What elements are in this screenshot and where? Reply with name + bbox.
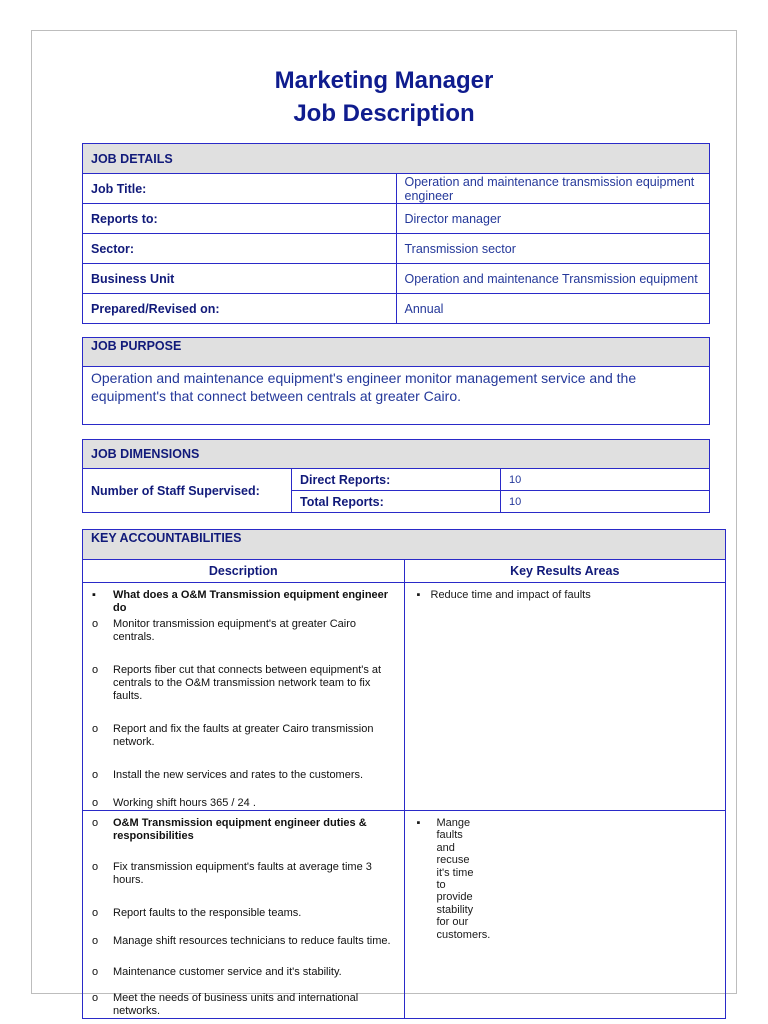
job-purpose-text: Operation and maintenance equipment's engineer monitor management service and the equipment's that connect between centrals at greater Cairo. [83, 367, 710, 425]
section1-kra [404, 583, 726, 811]
job-dimensions-table [82, 439, 710, 513]
bullet-circle-icon: o [92, 935, 99, 947]
kra-item [411, 589, 720, 602]
job-details-table [82, 143, 710, 324]
bullet-circle-icon: o [92, 769, 99, 781]
table-row [83, 294, 710, 324]
list-item-text: Meet the needs of business units and international networks. [113, 992, 359, 1017]
kra-column-header: Key Results Areas [404, 560, 726, 583]
document-page [31, 30, 737, 1017]
bullet-circle-icon: o [92, 817, 99, 829]
bullet-square-icon: ▪ [416, 589, 421, 601]
section1-heading: What does a O&M Transmission equipment engineer do [113, 589, 389, 614]
section2-kra [404, 811, 726, 1019]
list-item-text: Install the new services and rates to the customers. [113, 769, 364, 781]
list-item [89, 797, 398, 810]
kra-text: Reduce time and impact of faults [430, 589, 591, 601]
total-reports-label: Total Reports: [292, 491, 501, 513]
total-reports-value: 10 [501, 491, 710, 513]
direct-reports-label: Direct Reports: [292, 469, 501, 491]
kra-text: Mange faults and recuse it's time to provide stability for our customers. [436, 817, 491, 941]
description-column-header: Description [83, 560, 405, 583]
job-purpose-table [82, 337, 710, 425]
bullet-circle-icon: o [92, 907, 99, 919]
document-title: Marketing Manager [274, 67, 494, 94]
table-row [83, 264, 710, 294]
bullet-circle-icon: o [92, 966, 99, 978]
bullet-circle-icon: o [92, 618, 99, 630]
section2-description [83, 811, 405, 1019]
reports-to-label: Reports to: [83, 204, 397, 234]
list-item [89, 861, 398, 887]
list-item-text: Manage shift resources technicians to reduce faults time. [113, 935, 391, 947]
list-item [89, 769, 398, 782]
kra-item [411, 817, 491, 941]
staff-supervised-label: Number of Staff Supervised: [83, 469, 292, 513]
table-row [83, 174, 710, 204]
job-purpose-header: JOB PURPOSE [83, 338, 710, 367]
bullet-circle-icon: o [92, 723, 99, 735]
table-row [83, 204, 710, 234]
list-item-text: Report and fix the faults at greater Cairo transmission network. [113, 723, 374, 748]
list-item [89, 992, 398, 1018]
bullet-square-icon: ▪ [92, 589, 96, 601]
job-title-value: Operation and maintenance transmission equipment engineer [396, 174, 710, 204]
list-item-text: Fix transmission equipment's faults at average time 3 hours. [113, 861, 372, 886]
list-item [89, 589, 398, 615]
prepared-revised-label: Prepared/Revised on: [83, 294, 397, 324]
prepared-revised-value: Annual [396, 294, 710, 324]
list-item [89, 664, 398, 703]
key-accountabilities-table [82, 529, 726, 1019]
document-subtitle: Job Description [293, 100, 475, 127]
list-item-text: Report faults to the responsible teams. [113, 907, 302, 919]
business-unit-value: Operation and maintenance Transmission equipment [396, 264, 710, 294]
section2-heading: O&M Transmission equipment engineer duties & responsibilities [113, 817, 367, 842]
section1-description [83, 583, 405, 811]
business-unit-label: Business Unit [83, 264, 397, 294]
bullet-circle-icon: o [92, 861, 99, 873]
list-item [89, 935, 398, 948]
list-item [89, 907, 398, 920]
list-item [89, 966, 398, 979]
table-row [83, 234, 710, 264]
job-details-header: JOB DETAILS [83, 144, 710, 174]
direct-reports-value: 10 [501, 469, 710, 491]
job-title-label: Job Title: [83, 174, 397, 204]
list-item-text: Reports fiber cut that connects between equipment's at centrals to the O&M transmission network team to fix faults. [113, 664, 382, 702]
key-accountabilities-header: KEY ACCOUNTABILITIES [83, 530, 726, 560]
list-item [89, 618, 398, 644]
list-item-text: Monitor transmission equipment's at greater Cairo centrals. [113, 618, 356, 643]
bullet-circle-icon: o [92, 992, 99, 1004]
job-dimensions-header: JOB DIMENSIONS [83, 440, 710, 469]
sector-label: Sector: [83, 234, 397, 264]
bullet-square-icon: ▪ [416, 817, 421, 829]
sector-value: Transmission sector [396, 234, 710, 264]
list-item-text: Maintenance customer service and it's stability. [113, 966, 342, 978]
reports-to-value: Director manager [396, 204, 710, 234]
list-item [89, 817, 398, 843]
bullet-circle-icon: o [92, 664, 99, 676]
list-item [89, 723, 398, 749]
bullet-circle-icon: o [92, 797, 99, 809]
list-item-text: Working shift hours 365 / 24 . [113, 797, 256, 809]
